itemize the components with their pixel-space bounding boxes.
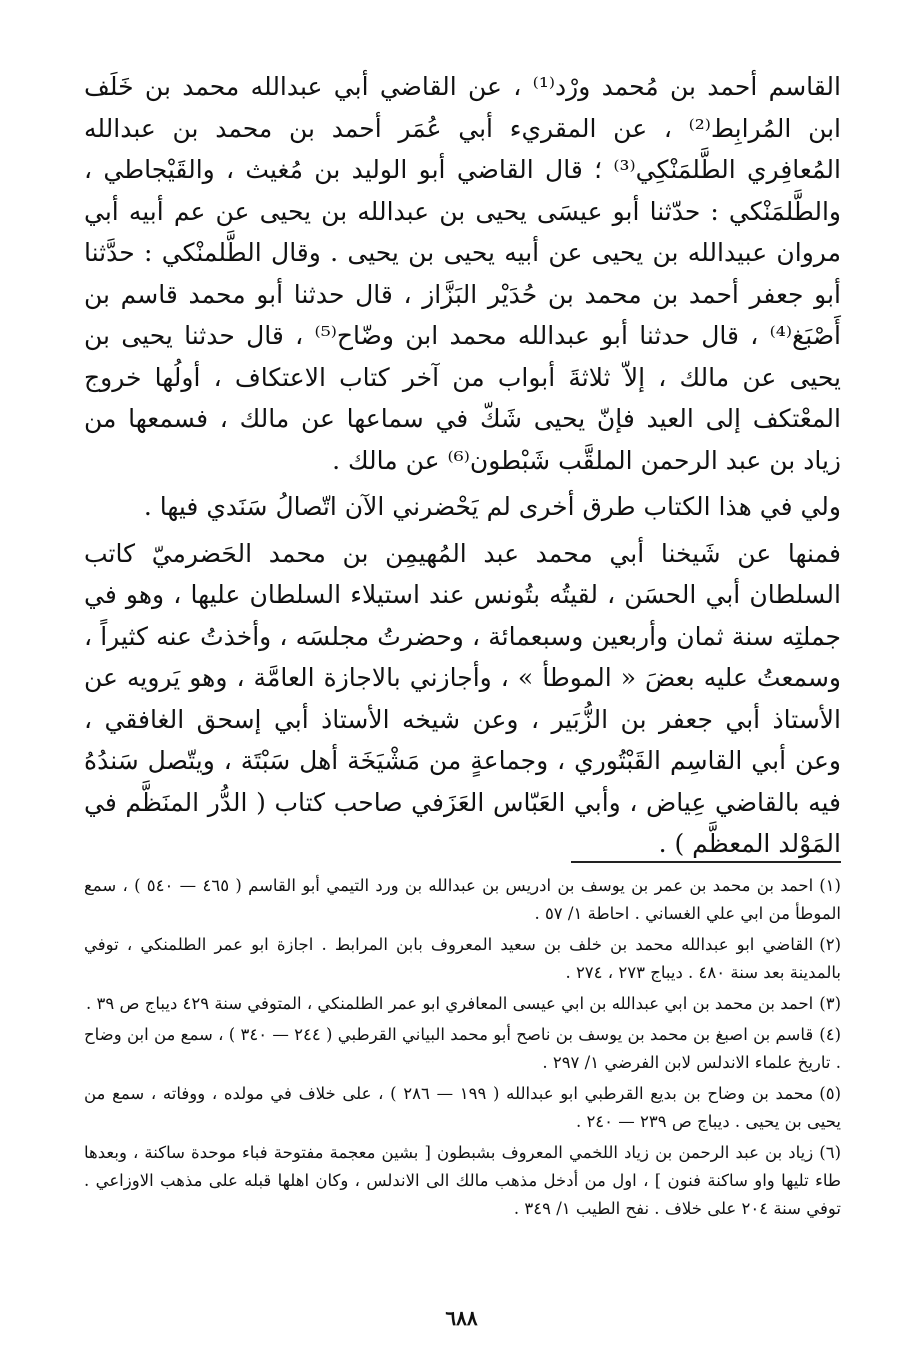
- paragraph-other-routes: ولي في هذا الكتاب طرق أخرى لم يَحْضرني الآن اتّصالُ سَنَدي فيها .: [143, 492, 841, 521]
- footnote-6: [84, 1139, 841, 1223]
- footnote-number: (٥): [819, 1084, 841, 1103]
- footnotes-section: [84, 872, 841, 1226]
- footnote-text: احمد بن محمد بن عمر بن يوسف بن ادريس بن عبدالله بن ورد التيمي أبو القاسم ( ٤٦٥ — ٥٤٠ ) ، سمع الموطأ من ابي علي الغساني . احاطة ١/ ٥٧ .: [84, 876, 841, 923]
- footnote-text: زياد بن عبد الرحمن بن زياد اللخمي المعروف بشبطون [ بشين معجمة مفتوحة فباء موحدة ساكنة ، وبعدها طاء تليها واو ساكنة فنون ] ، اول من أدخل مذهب مالك الى الاندلس ، وكان اهلها قبله على مذهب الاوزاعي . توفي سنة ٢٠٤ على خلاف . نفح الطيب ١/ ٣٤٩ .: [84, 1143, 841, 1218]
- footnote-number: (٣): [819, 994, 841, 1013]
- footnote-text: محمد بن وضاح بن بديع القرطبي ابو عبدالله ( ١٩٩ — ٢٨٦ ) ، على خلاف في مولده ، ووفاته ، سمع من يحيى بن يحيى . ديباج ص ٢٣٩ — ٢٤٠ .: [84, 1084, 841, 1131]
- footnote-number: (٦): [819, 1143, 841, 1162]
- footnote-text: احمد بن محمد بن ابي عبدالله بن ابي عيسى المعافري ابو عمر الطلمنكي ، المتوفي سنة ٤٢٩ ديباج ص ٣٩ .: [86, 994, 814, 1013]
- footnote-1: [84, 872, 841, 928]
- main-text-body: [84, 66, 841, 865]
- footnote-number: (٢): [819, 935, 841, 954]
- footnote-text: القاضي ابو عبدالله محمد بن خلف بن سعيد المعروف بابن المرابط . اجازة ابو عمر الطلمنكي ، توفي بالمدينة بعد سنة ٤٨٠ . ديباج ٢٧٣ ، ٢٧٤ .: [84, 935, 841, 982]
- footnote-3: [84, 990, 841, 1018]
- paragraph-isnad: القاسم أحمد بن مُحمد ورْد⁽¹⁾ ، عن القاضي أبي عبدالله محمد بن خَلَف ابن المُرابِط⁽²⁾ ، عن المقريء أبي عُمَر أحمد بن محمد بن عبدالله المُعافِري الطَّلمَنْكِي⁽³⁾ ؛ قال القاضي أبو الوليد بن مُغيث ، والقَيْجاطي ، والطَّلمَنْكي : حدّثنا أبو عيسَى يحيى بن عبدالله بن يحيى عن عم أبيه أبي مروان عبيدالله بن يحيى عن أبيه يحيى بن يحيى . وقال الطَّلمنْكي : حدَّثنا أبو جعفر أحمد بن محمد بن حُدَيْر البَزَّاز ، قال حدثنا أبو محمد قاسم بن أَصْبَغ⁽⁴⁾ ، قال حدثنا أبو عبدالله محمد ابن وضّاح⁽⁵⁾ ، قال حدثنا يحيى بن يحيى عن مالك ، إلاّ ثلاثةَ أبواب من آخر كتاب الاعتكاف ، أولُها خروج المعْتكف إلى العيد فإنّ يحيى شَكّ في سماعها عن مالك ، فسمعها من زياد بن عبد الرحمن الملقَّب شَبْطون⁽⁶⁾ عن مالك .: [84, 72, 842, 475]
- footnote-divider: [571, 861, 841, 863]
- footnote-text: قاسم بن اصبغ بن محمد بن يوسف بن ناصح أبو محمد البياني القرطبي ( ٢٤٤ — ٣٤٠ ) ، سمع من ابن وضاح . تاريخ علماء الاندلس لابن الفرضي ١/ ٢٩٧ .: [84, 1025, 841, 1072]
- paragraph-hadrami-route: فمنها عن شَيخنا أبي محمد عبد المُهيمِن بن محمد الحَضرميّ كاتب السلطان أبي الحسَن ، لقيتُه بتُونس عند استيلاء السلطان عليها ، وهو في جملتِه سنة ثمان وأربعين وسبعمائة ، وحضرتُ مجلسَه ، وأخذتُ عنه كثيراً ، وسمعتُ عليه بعضَ « الموطأ » ، وأجازني بالاجازة العامَّة ، وهو يَرويه عن الأستاذ أبي جعفر بن الزُّبَير ، وعن شيخه الأستاذ أبي إسحق الغافقي ، وعن أبي القاسِم القَبْتُوري ، وجماعةٍ من مَشْيَخَة أهل سَبْتَة ، ويتّصل سَندُهُ فيه بالقاضي عِياض ، وأبي العَبّاس العَزَفي صاحب كتاب ( الدُّر المنَظَّم في المَوْلد المعظَّم ) .: [84, 538, 841, 858]
- footnote-2: [84, 931, 841, 987]
- page-number: ٦٨٨: [445, 1306, 478, 1330]
- footnote-number: (١): [819, 876, 841, 895]
- footnote-5: [84, 1080, 841, 1136]
- footnote-4: [84, 1021, 841, 1077]
- footnote-number: (٤): [819, 1025, 841, 1044]
